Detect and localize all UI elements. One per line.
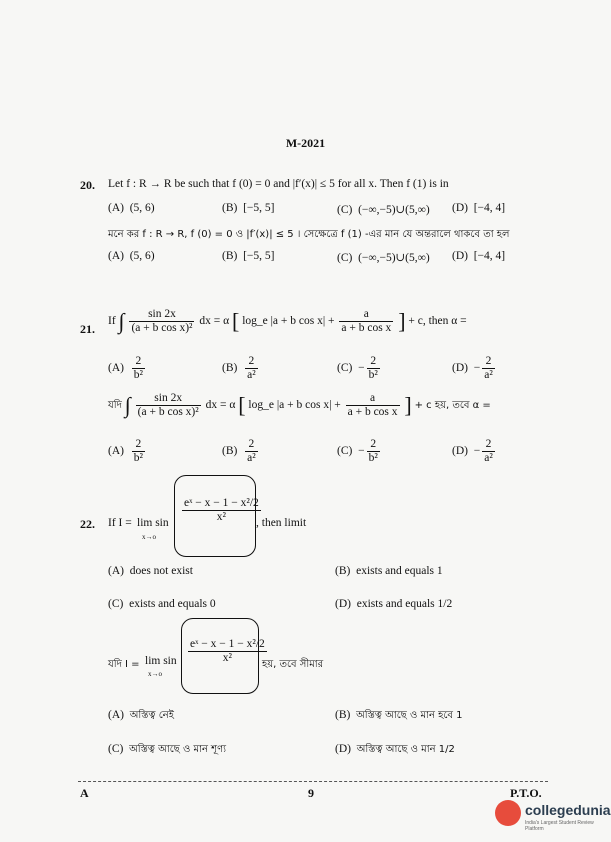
q20-option-a: (A) (5, 6) <box>108 202 155 214</box>
logo-icon <box>495 800 521 826</box>
q22-bn-inner-frac: $\frac{\text{eˣ − x − 1 − x²/2}}{\text{x²}}$ <box>190 638 265 664</box>
q20-text-en: Let f : R → R be such that f (0) = 0 and |f′(x)| ≤ 5 for all x. Then f (1) is in <box>108 178 449 190</box>
q22-lim-sub: x→o <box>142 533 156 541</box>
q21-option-a: (A) $\frac{2}{\text{b²}}$ <box>108 355 143 381</box>
q22-bn-option-a: (A) অস্তিত্ব নেই <box>108 709 174 721</box>
q21-option-c: (C) − $\frac{2}{\text{b²}}$ <box>337 355 378 381</box>
q22-option-d: (D) exists and equals 1/2 <box>335 598 453 610</box>
q22-bn-lim: lim sin <box>145 655 177 667</box>
q22-bn-option-d: (D) অস্তিত্ব আছে ও মান 1/2 <box>335 743 455 755</box>
q22-option-a: (A) does not exist <box>108 565 193 577</box>
q21-formula-en: If ∫ $\frac{\sin 2x}{\text{(a + b cos x)²}}$ dx = α [ log_e |a + b cos x| + $\frac{a}{\text{a + b cos x}}$ ] + c, then α = <box>108 308 467 334</box>
q22-bn-option-c: (C) অস্তিত্ব আছে ও মান শূণ্য <box>108 743 227 755</box>
q22-tail-bn: হয়, তবে সীমার <box>262 659 324 670</box>
q21-bn-option-a: (A) $\frac{2}{\text{b²}}$ <box>108 438 143 464</box>
q22-tail-en: , then limit <box>256 517 307 529</box>
collegedunia-logo: collegedunia India's Largest Student Review Platform <box>495 800 605 834</box>
q20-bn-option-b: (B) [−5, 5] <box>222 250 275 262</box>
q22-bn-lim-sub: x→o <box>148 670 162 678</box>
q21-bn-option-d: (D) − $\frac{2}{\text{a²}}$ <box>452 438 493 464</box>
pto-label: P.T.O. <box>510 786 542 800</box>
q21-formula-bn: যদি ∫ $\frac{\sin 2x}{\text{(a + b cos x)²}}$ dx = α [ log_e |a + b cos x| + $\frac{a}{\text{a + b cos x}}$ ] + c হয়, তবে α = <box>108 392 491 418</box>
q21-number: 21. <box>80 322 95 336</box>
paper-code: M-2021 <box>285 136 326 150</box>
q20-option-c: (C) (−∞,−5)∪(5,∞) <box>337 204 430 216</box>
q22-option-b: (B) exists and equals 1 <box>335 565 443 577</box>
footer-set-label: A <box>80 786 89 800</box>
q22-bn-if: যদি I = <box>108 659 140 670</box>
q20-bn-option-d: (D) [−4, 4] <box>452 250 506 262</box>
q22-number: 22. <box>80 517 95 531</box>
q22-bn-option-b: (B) অস্তিত্ব আছে ও মান হবে 1 <box>335 709 463 721</box>
q21-option-b: (B) $\frac{2}{\text{a²}}$ <box>222 355 256 381</box>
q20-bn-option-c: (C) (−∞,−5)∪(5,∞) <box>337 252 430 264</box>
q20-text-bn: মনে কর f : R → R, f (0) = 0 ও |f′(x)| ≤ 5 । সেক্ষেত্রে f (1) -এর মান যে অন্তরালে থাকবে তা হল <box>108 229 510 240</box>
q22-option-c: (C) exists and equals 0 <box>108 598 216 610</box>
q20-number: 20. <box>80 178 95 192</box>
integral-sign: ∫ <box>118 308 125 334</box>
page-number: 9 <box>308 786 314 800</box>
q20-option-d: (D) [−4, 4] <box>452 202 506 214</box>
q22-inner-frac: $\frac{\text{eˣ − x − 1 − x²/2}}{\text{x²}}$ <box>184 497 259 523</box>
q21-bn-option-b: (B) $\frac{2}{\text{a²}}$ <box>222 438 256 464</box>
q22-if: If I = <box>108 517 132 529</box>
q20-option-b: (B) [−5, 5] <box>222 202 275 214</box>
q22-lim: lim sin <box>137 517 169 529</box>
footer-divider <box>78 781 548 782</box>
q21-bn-option-c: (C) − $\frac{2}{\text{b²}}$ <box>337 438 378 464</box>
q21-option-d: (D) − $\frac{2}{\text{a²}}$ <box>452 355 493 381</box>
q20-bn-option-a: (A) (5, 6) <box>108 250 155 262</box>
